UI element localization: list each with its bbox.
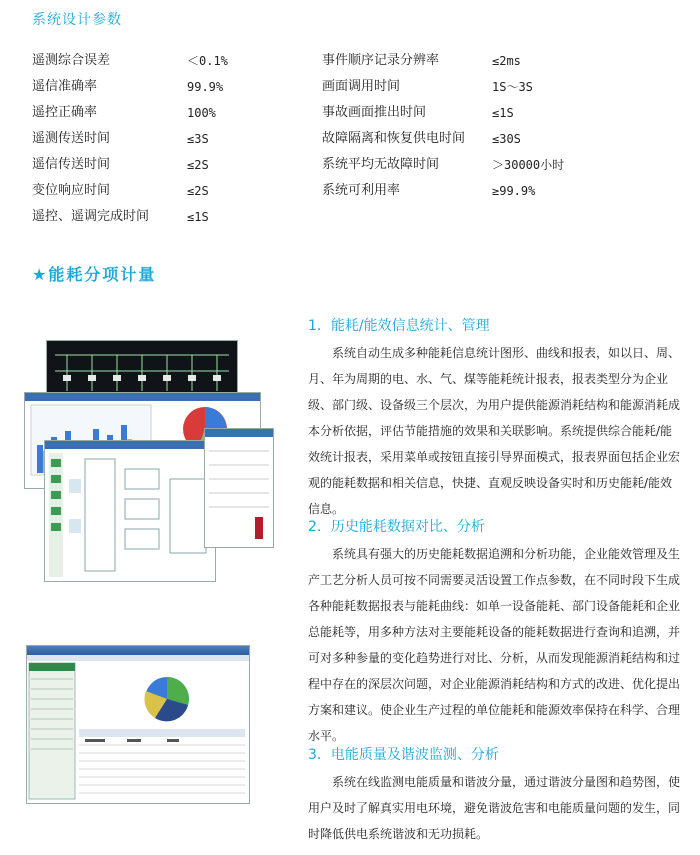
param-row [32, 48, 652, 74]
param-value: ≤2ms [492, 54, 521, 68]
param-row [32, 178, 652, 204]
param-value: 99.9% [187, 80, 224, 94]
flowchart-image [45, 449, 215, 581]
feature-1 [308, 316, 683, 522]
feature-2 [308, 517, 683, 749]
section-title: ★能耗分项计量 [32, 265, 157, 284]
param-value: ≥99.9% [492, 184, 536, 198]
param-row [32, 126, 652, 152]
side-window [204, 428, 274, 548]
param-row [32, 100, 652, 126]
param-name: 系统平均无故障时间 [322, 157, 440, 172]
param-value: ≤2S [187, 184, 209, 198]
feature-heading: 1．能耗/能效信息统计、管理 [308, 318, 490, 334]
feature-body: 系统自动生成多种能耗信息统计图形、曲线和报表，如以日、周、月、年为周期的电、水、气、煤等能耗统计报表，报表类型分为企业级、部门级、设备级三个层次，为用户提供能源消耗结构和能源消耗成本分析依据，评估节能措施的效果和关联影响。系统提供综合能耗/能效统计报表，采用菜单或按钮直接引导界面模式，报表界面包括企业宏观的能耗数据和相关信息，快捷、直观反映设备实时和历史能耗/能效信息。 [308, 346, 681, 516]
param-name: 遥信准确率 [32, 79, 98, 94]
flow-window [44, 440, 216, 582]
feature-body: 系统在线监测电能质量和谐波分量，通过谐波分量图和趋势图，使用户及时了解真实用电环境，避免谐波危害和电能质量问题的发生，同时降低供电系统谐波和无功损耗。 [308, 775, 681, 841]
table-image [205, 437, 273, 547]
param-value: 100% [187, 106, 216, 120]
feature-heading: 2．历史能耗数据对比、分析 [308, 519, 485, 535]
param-name: 遥测综合误差 [32, 53, 111, 68]
param-name: 画面调用时间 [322, 79, 401, 94]
param-value: 1S～3S [492, 80, 533, 94]
analysis-window-screenshot [26, 645, 250, 804]
page-title: 系统设计参数 [32, 12, 122, 28]
param-table [32, 48, 652, 230]
param-row [32, 204, 652, 230]
energy-analysis-image [27, 661, 249, 803]
param-name: 遥控正确率 [32, 105, 98, 120]
param-value: ＜0.1% [187, 54, 228, 68]
param-name: 故障隔离和恢复供电时间 [322, 131, 466, 146]
param-value: ≤2S [187, 158, 209, 172]
feature-body: 系统具有强大的历史能耗数据追溯和分析功能，企业能效管理及生产工艺分析人员可按不同需要灵活设置工作点参数，在不同时段下生成各种能耗数据报表与能耗曲线：如单一设备能耗、部门设备能耗和企业总能耗等，用多种方法对主要能耗设备的能耗数据进行查询和追溯，并可对多种参量的变化趋势进行对比、分析，从而发现能源消耗结构和过程中存在的深层次问题，对企业能源消耗结构和方式的改进、优化提出方案和建议。使企业生产过程的单位能耗和能源效率保持在科学、合理水平。 [308, 547, 681, 743]
param-value: ≤30S [492, 132, 521, 146]
param-value: ≤1S [187, 210, 209, 224]
param-name: 变位响应时间 [32, 183, 111, 198]
param-name: 事故画面推出时间 [322, 105, 427, 120]
param-name: 系统可利用率 [322, 183, 401, 198]
param-name: 遥控、遥调完成时间 [32, 209, 150, 224]
param-value: ≤1S [492, 106, 514, 120]
param-value: ≤3S [187, 132, 209, 146]
param-name: 遥测传送时间 [32, 131, 111, 146]
param-name: 事件顺序记录分辨率 [322, 53, 440, 68]
param-row [32, 152, 652, 178]
software-screenshot-collage [24, 340, 274, 585]
param-row [32, 74, 652, 100]
feature-heading: 3．电能质量及谐波监测、分析 [308, 747, 499, 763]
param-name: 遥信传送时间 [32, 157, 111, 172]
param-value: ＞30000小时 [492, 158, 565, 172]
feature-3 [308, 745, 683, 847]
